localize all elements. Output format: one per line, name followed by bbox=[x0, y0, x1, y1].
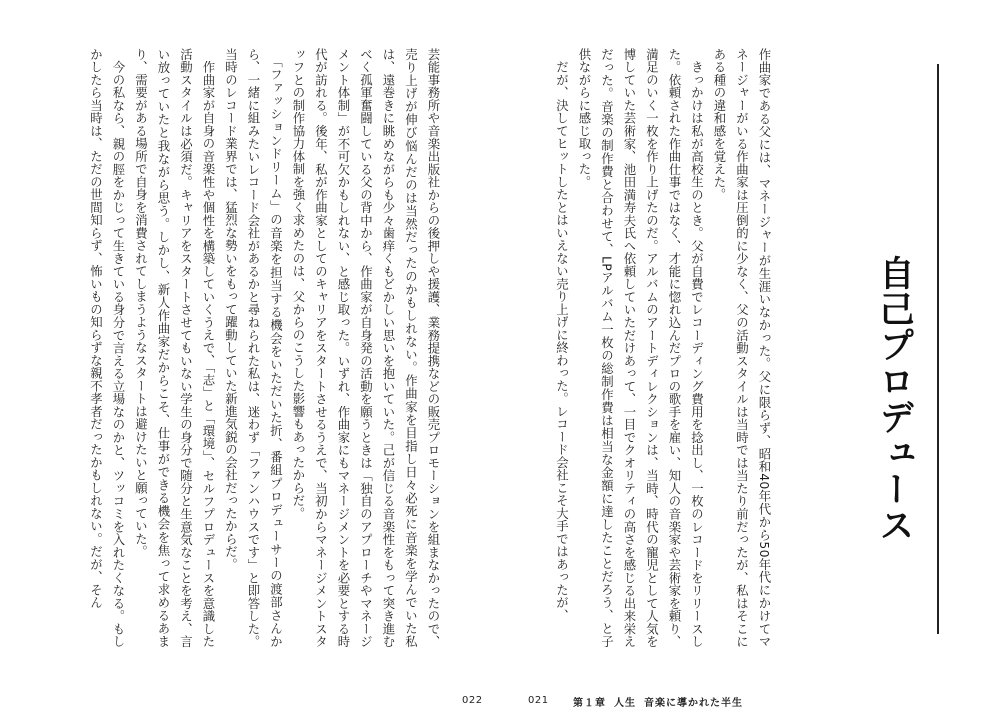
left-page-number: 022 bbox=[462, 695, 483, 706]
running-head bbox=[573, 694, 743, 709]
right-page-body: 作曲家である父には、マネージャーが生涯いなかった。父に限らず、昭和40年代から50年代にかけてマネージャーがいる作曲家は圧倒的に少なく、父の活動スタイルは当時では当たり前だったが、私はそこにある種の違和感を覚えた。 きっかけは私が高校生のとき。父が自費でレコーディング費用を捻出し、一枚のレコードをリリースした。依頼された作曲仕事ではなく、才能に惚れ込んだプロの歌手を雇い、知人の音楽家や芸術家を頼り、満足のいく一枚を作り上げたのだ。アルバムのアートディレクションは、当時、時代の寵児として人気を博していた芸術家、池田満寿夫氏へ依頼していただけあって、一目でクオリティの高さを感じる出来栄えだった。音楽の制作費と合わせて、LPアルバム一枚の総制作費は相当な金額に達したことだろう、と子供ながらに感じ取った。 だが、決してヒットしたとはいえない売り上げに終わった。レコード会社こそ大手ではあったが、 bbox=[554, 48, 772, 648]
running-head-part: 人生 bbox=[614, 698, 636, 709]
running-head-chapter: 第１章 bbox=[573, 698, 606, 709]
title-rule bbox=[937, 64, 939, 634]
running-head-subtitle: 音楽に導かれた半生 bbox=[644, 698, 743, 709]
left-page-body: 芸能事務所や音楽出版社からの後押しや援護、業務提携などの販売プロモーションを組まなかったので、売り上げが伸び悩んだのは当然だったのかもしれない。作曲家を目指し日々必死に音楽を学んでいた私は、遠巻きに眺めながらも少々歯痒くもどかしい思いを抱いていた。己が信じる音楽性をもって突き進むべく孤軍奮闘している父の背中から、作曲家が自身発の活動を願うときは「独自のアプローチやマネージメント体制」が不可欠かもしれない、と感じ取った。いずれ、作曲家にもマネージメントを必要とする時代が訪れる。後年、私が作曲家としてのキャリアをスタートさせるうえで、当初からマネージメントスタッフとの制作協力体制を強く求めたのは、父からのこうした影響もあったからだ。 「ファッションドリーム」の音楽を担当する機会をいただいた折、番組プロデューサーの渡部さんから、一緒に組みたいレコード会社があるかと尋ねられた私は、迷わず「ファンハウスです」と即答した。当時のレコード業界では、猛烈な勢いをもって躍動していた新進気鋭の会社だったからだ。 作曲家が自身の音楽性や個性を構築していくうえで、「志」と「環境」、セルフプロデュースを意識した活動スタイルは必須だ。キャリアをスタートさせてもいない学生の身分で随分と生意気なことを考え、言い放っていたと我ながら思う。しかし、新人作曲家だからこそ、仕事ができる機会を焦って求めるあまり、需要がある場所で自身を消費されてしまうようなスタートは避けたいと願っていた。 今の私なら、親の脛をかじって生きている身分で言える立場なのかと、ツッコミを入れたくなる。もしかしたら当時は、ただの世間知らず、怖いもの知らずな親不孝者だったかもしれない。だが、そん bbox=[88, 48, 441, 648]
right-page-number: 021 bbox=[528, 695, 549, 706]
section-title: 自己プロデュース bbox=[874, 255, 914, 543]
